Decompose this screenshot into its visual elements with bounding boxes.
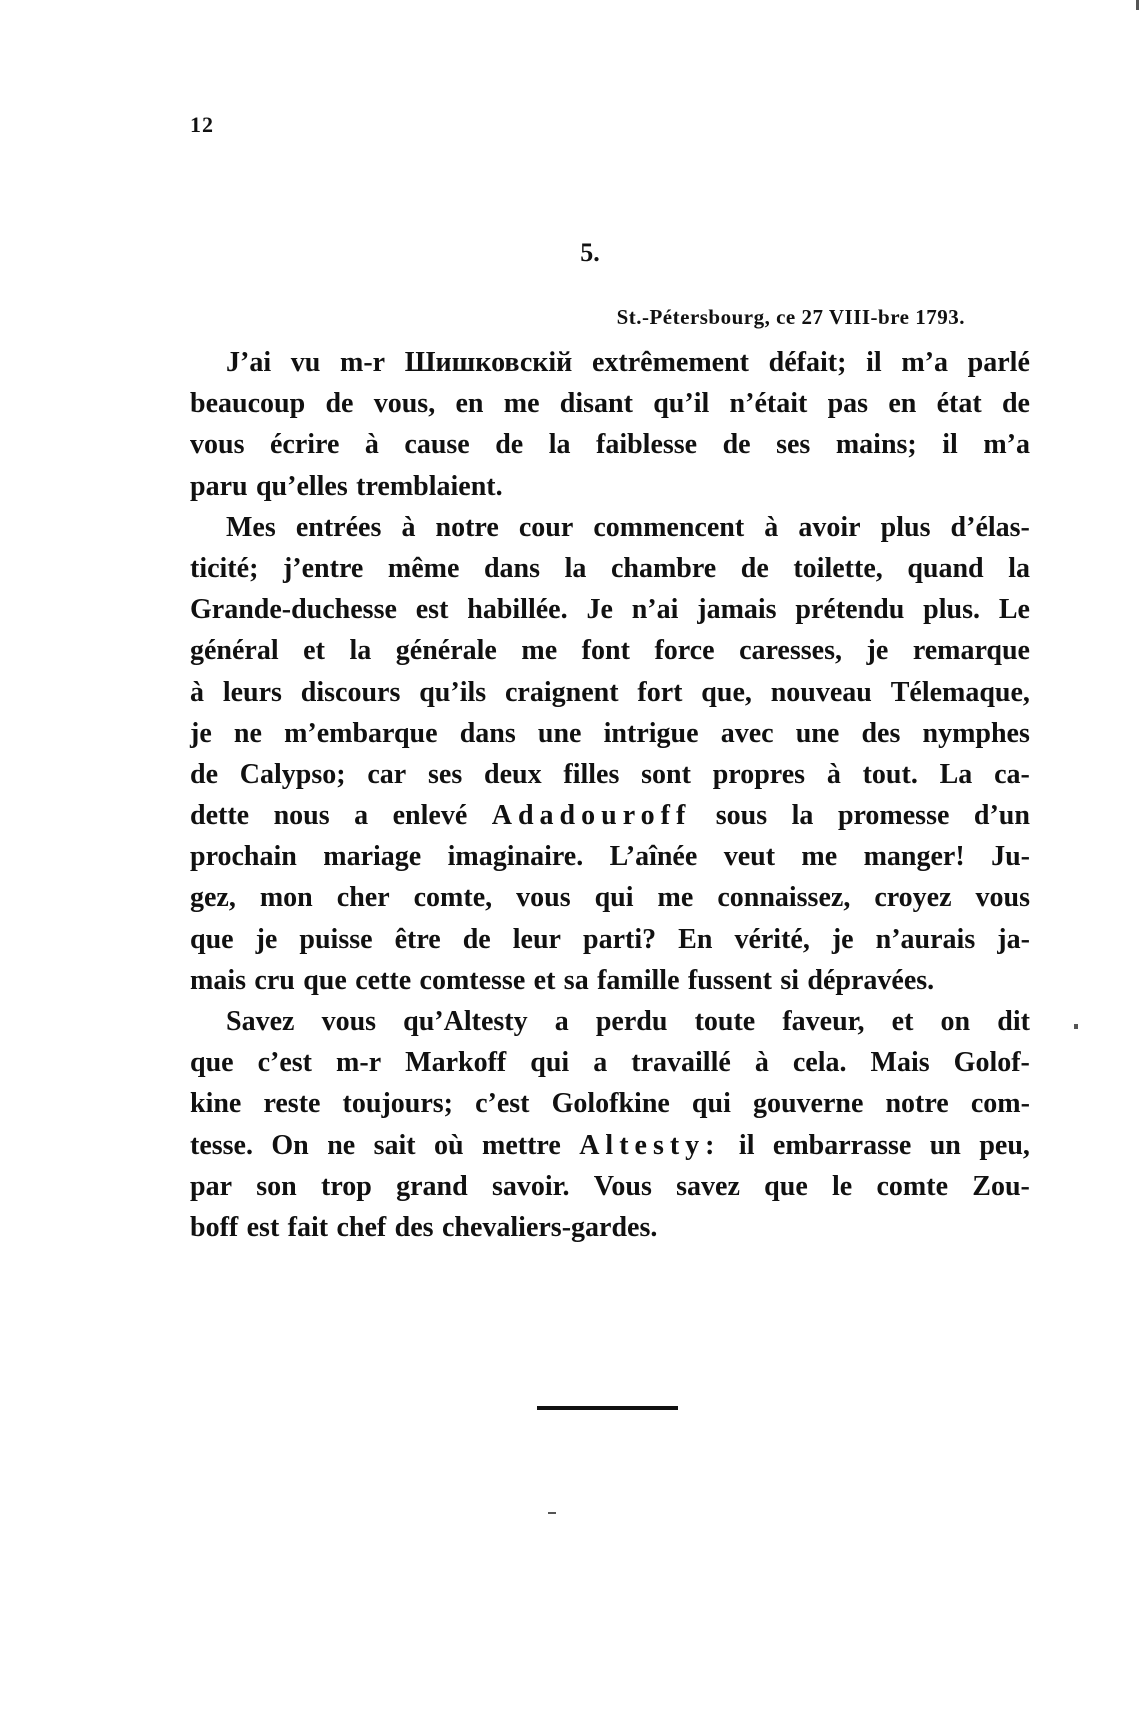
word: que <box>190 1047 234 1079</box>
word: fait <box>287 1211 329 1243</box>
word: chevaliers-gardes. <box>441 1211 658 1243</box>
word: parti? <box>583 923 657 955</box>
word: faiblesse <box>596 429 698 461</box>
word: de <box>740 552 769 584</box>
word: me <box>801 841 838 873</box>
word: je <box>831 923 854 955</box>
word: comtesse <box>419 964 526 996</box>
word: On <box>271 1129 309 1161</box>
text-line <box>190 960 1030 1001</box>
word: la <box>1008 552 1030 584</box>
word: kine <box>190 1088 242 1120</box>
word: beaucoup <box>190 388 306 420</box>
word: fussent <box>687 964 772 996</box>
word: leur <box>512 923 561 955</box>
word: force <box>654 635 715 667</box>
word: il <box>942 429 958 461</box>
text-line <box>190 672 1030 713</box>
word: leurs <box>222 676 282 708</box>
word: mariage <box>323 841 422 873</box>
word: à <box>364 429 379 461</box>
word: mettre <box>482 1129 561 1161</box>
word: disant <box>559 388 633 420</box>
word: sa <box>563 964 589 996</box>
word: et <box>533 964 556 996</box>
word: à <box>190 676 204 708</box>
dateline: St.-Pétersbourg, ce 27 VIII-bre 1793. <box>616 305 965 329</box>
word: mains; <box>835 429 917 461</box>
word: j’entre <box>282 552 364 584</box>
text-line <box>190 919 1030 960</box>
word: même <box>387 552 460 584</box>
word: Markoff <box>405 1047 507 1079</box>
word: craignent <box>505 676 619 708</box>
word: veut <box>723 841 776 873</box>
text-line <box>190 1166 1030 1207</box>
word: général <box>190 635 279 667</box>
word: tesse. <box>190 1129 253 1161</box>
text-line <box>190 342 1030 383</box>
scan-speck <box>1074 1024 1078 1029</box>
word: Mais <box>870 1047 930 1079</box>
text-line <box>190 630 1030 671</box>
word: d’élas- <box>950 511 1030 543</box>
word: cour <box>518 511 574 543</box>
word: chef <box>336 1211 387 1243</box>
word: d’un <box>973 800 1030 832</box>
word: tout. <box>862 758 918 790</box>
word: plus. <box>923 594 980 626</box>
word: sont <box>641 758 691 790</box>
word: m’embarque <box>284 717 438 749</box>
word: Télemaque, <box>890 676 1030 708</box>
word: la <box>548 429 571 461</box>
word: perdu <box>595 1006 668 1037</box>
word: cela. <box>792 1047 847 1079</box>
word: La <box>939 758 973 790</box>
word: est <box>415 594 449 626</box>
word: faveur, <box>782 1006 865 1037</box>
scan-speck <box>548 1512 556 1514</box>
word: prétendu <box>795 594 905 626</box>
word: Golofkine <box>551 1088 670 1120</box>
word: n’aurais <box>875 923 976 955</box>
word: J’ai <box>226 347 272 378</box>
letter-body <box>190 342 1030 1248</box>
word: L’aînée <box>609 841 698 873</box>
word: la <box>564 552 587 584</box>
text-line <box>190 1083 1030 1124</box>
word: prochain <box>190 841 297 873</box>
end-rule <box>537 1406 678 1410</box>
word: Savez <box>226 1006 295 1037</box>
word: et <box>303 635 325 667</box>
word: jamais <box>697 594 777 626</box>
word: avec <box>720 717 774 749</box>
word: que <box>303 964 347 996</box>
word: peu, <box>979 1129 1030 1161</box>
word: je <box>190 717 212 749</box>
word: si <box>780 964 799 996</box>
word: des <box>861 717 901 749</box>
word: ne <box>233 717 262 749</box>
word: de <box>495 429 524 461</box>
word: défait; <box>768 347 847 378</box>
word: qu’ils <box>419 676 487 708</box>
word: m-r <box>340 347 386 378</box>
word: de <box>1001 388 1030 420</box>
word: m’a <box>901 347 948 378</box>
word: ca- <box>994 758 1030 790</box>
word: que <box>764 1170 808 1202</box>
word: avoir <box>798 511 861 543</box>
word: vérité, <box>734 923 810 955</box>
word: deux <box>484 758 542 790</box>
word: me <box>521 635 558 667</box>
word: le <box>832 1170 853 1202</box>
word: sous <box>715 800 768 832</box>
word: Grande-duchesse <box>190 594 397 626</box>
word: mais <box>190 964 246 996</box>
word: on <box>940 1006 971 1037</box>
word: il <box>866 347 882 378</box>
spaced-name: Altesty <box>443 1006 528 1037</box>
word: En <box>678 923 713 955</box>
word: vous <box>321 1006 377 1037</box>
word: en <box>888 388 917 420</box>
word: savez <box>676 1170 740 1202</box>
word: c’est <box>257 1047 313 1079</box>
word: notre <box>435 511 499 543</box>
word: de <box>462 923 491 955</box>
word: nous <box>273 800 330 832</box>
word: vous <box>975 882 1030 914</box>
word: Zou- <box>972 1170 1030 1202</box>
word: trop <box>321 1170 372 1202</box>
word: paru <box>190 470 248 502</box>
word: manger! <box>863 841 965 873</box>
word: Ju- <box>991 841 1030 873</box>
word: qui <box>691 1088 731 1120</box>
word: comte, <box>413 882 493 914</box>
word: des <box>394 1211 434 1243</box>
word: puisse <box>299 923 373 955</box>
word: pas <box>827 388 869 420</box>
text-line <box>190 548 1030 589</box>
word: nouveau <box>770 676 872 708</box>
word: ne <box>327 1129 356 1161</box>
word: la <box>791 800 814 832</box>
word: Altesty: <box>579 1129 721 1161</box>
word: que <box>190 923 234 955</box>
word: toujours; <box>342 1088 453 1120</box>
word: car <box>367 758 407 790</box>
word: de <box>190 758 218 790</box>
word: à <box>764 511 779 543</box>
word: Le <box>998 594 1030 626</box>
word: cette <box>355 964 412 996</box>
word: enlevé <box>392 800 468 832</box>
word: de <box>325 388 354 420</box>
word: son <box>256 1170 297 1202</box>
word: dette <box>190 800 250 832</box>
word: entrées <box>295 511 382 543</box>
word: propres <box>712 758 806 790</box>
word: qu’Altesty <box>403 1006 528 1037</box>
word: c’est <box>475 1088 530 1120</box>
text-line <box>190 713 1030 754</box>
text-line <box>190 466 1030 507</box>
word: ticité; <box>190 552 259 584</box>
word: vous, <box>373 388 436 420</box>
word: Adadouroff <box>491 800 692 832</box>
scan-speck <box>1136 0 1139 10</box>
word: Calypso; <box>239 758 346 790</box>
word: grand <box>396 1170 468 1202</box>
word: gouverne <box>752 1088 864 1120</box>
text-line <box>190 754 1030 795</box>
text-line <box>190 383 1030 424</box>
word: dans <box>483 552 541 584</box>
word: famille <box>597 964 680 996</box>
word: la <box>349 635 372 667</box>
word: Шишковскій <box>404 347 573 378</box>
word: que, <box>701 676 752 708</box>
text-line <box>190 1001 1030 1042</box>
word: com- <box>970 1088 1030 1120</box>
word: une <box>795 717 840 749</box>
word: et <box>891 1006 914 1037</box>
word: Mes <box>226 511 276 543</box>
word: connaissez, <box>717 882 851 914</box>
word: n’était <box>729 388 808 420</box>
word: dépravées. <box>807 964 935 996</box>
word: nymphes <box>922 717 1030 749</box>
word: générale <box>395 635 497 667</box>
word: remarque <box>912 635 1030 667</box>
word: gez, <box>190 882 236 914</box>
word: en <box>455 388 484 420</box>
word: m-r <box>336 1047 382 1079</box>
word: qui <box>530 1047 570 1079</box>
word: Je <box>586 594 613 626</box>
word: à <box>754 1047 769 1079</box>
word: à <box>401 511 416 543</box>
text-line <box>190 1125 1030 1166</box>
word: embarrasse <box>772 1129 912 1161</box>
word: a <box>593 1047 608 1079</box>
word: toilette, <box>793 552 883 584</box>
word: boff <box>190 1211 239 1243</box>
word: ses <box>776 429 811 461</box>
word: tremblaient. <box>356 470 503 502</box>
word: chambre <box>610 552 717 584</box>
word: commencent <box>593 511 745 543</box>
page-number: 12 <box>190 112 214 137</box>
word: quand <box>907 552 984 584</box>
letter-number: 5. <box>580 238 600 267</box>
word: qu’il <box>653 388 710 420</box>
text-line <box>190 507 1030 548</box>
word: ses <box>428 758 463 790</box>
word: il <box>738 1129 755 1161</box>
word: sait <box>373 1129 416 1161</box>
word: où <box>434 1129 464 1161</box>
word: travaillé <box>631 1047 731 1079</box>
word: intrigue <box>603 717 699 749</box>
word: dit <box>997 1006 1030 1037</box>
word: promesse <box>837 800 950 832</box>
text-line <box>190 589 1030 630</box>
text-line <box>190 836 1030 877</box>
word: vous <box>190 429 245 461</box>
word: croyez <box>874 882 952 914</box>
word: cher <box>336 882 390 914</box>
word: font <box>581 635 630 667</box>
text-line <box>190 1207 1030 1248</box>
text-line <box>190 795 1030 836</box>
word: filles <box>563 758 620 790</box>
word: vous <box>516 882 571 914</box>
word: qu’elles <box>255 470 348 502</box>
word: ja- <box>997 923 1030 955</box>
word: me <box>503 388 540 420</box>
word: à <box>826 758 841 790</box>
text-line <box>190 877 1030 918</box>
word: plus <box>880 511 931 543</box>
word: savoir. <box>491 1170 570 1202</box>
word: a <box>354 800 369 832</box>
word: Golof- <box>953 1047 1030 1079</box>
word: cause <box>404 429 470 461</box>
word: de <box>722 429 751 461</box>
word: un <box>929 1129 961 1161</box>
word: comte <box>876 1170 949 1202</box>
word: dans <box>459 717 516 749</box>
word: caresses, <box>739 635 842 667</box>
word: n’ai <box>631 594 679 626</box>
word: notre <box>885 1088 949 1120</box>
word: discours <box>300 676 401 708</box>
word: m’a <box>983 429 1030 461</box>
word: imaginaire. <box>447 841 584 873</box>
word: je <box>866 635 889 667</box>
word: parlé <box>967 347 1030 378</box>
word: reste <box>263 1088 321 1120</box>
word: Vous <box>593 1170 652 1202</box>
word: me <box>657 882 694 914</box>
word: fort <box>637 676 683 708</box>
text-line <box>190 1042 1030 1083</box>
word: extrêmement <box>591 347 749 378</box>
word: vu <box>290 347 321 378</box>
word: écrire <box>269 429 340 461</box>
word: toute <box>694 1006 756 1037</box>
word: être <box>394 923 441 955</box>
word: habillée. <box>467 594 568 626</box>
word: a <box>554 1006 569 1037</box>
word: qui <box>594 882 634 914</box>
word: mon <box>259 882 313 914</box>
text-line <box>190 424 1030 465</box>
word: cru <box>254 964 295 996</box>
word: je <box>255 923 278 955</box>
word: état <box>936 388 982 420</box>
word: est <box>246 1211 280 1243</box>
word: par <box>190 1170 232 1202</box>
word: une <box>537 717 582 749</box>
